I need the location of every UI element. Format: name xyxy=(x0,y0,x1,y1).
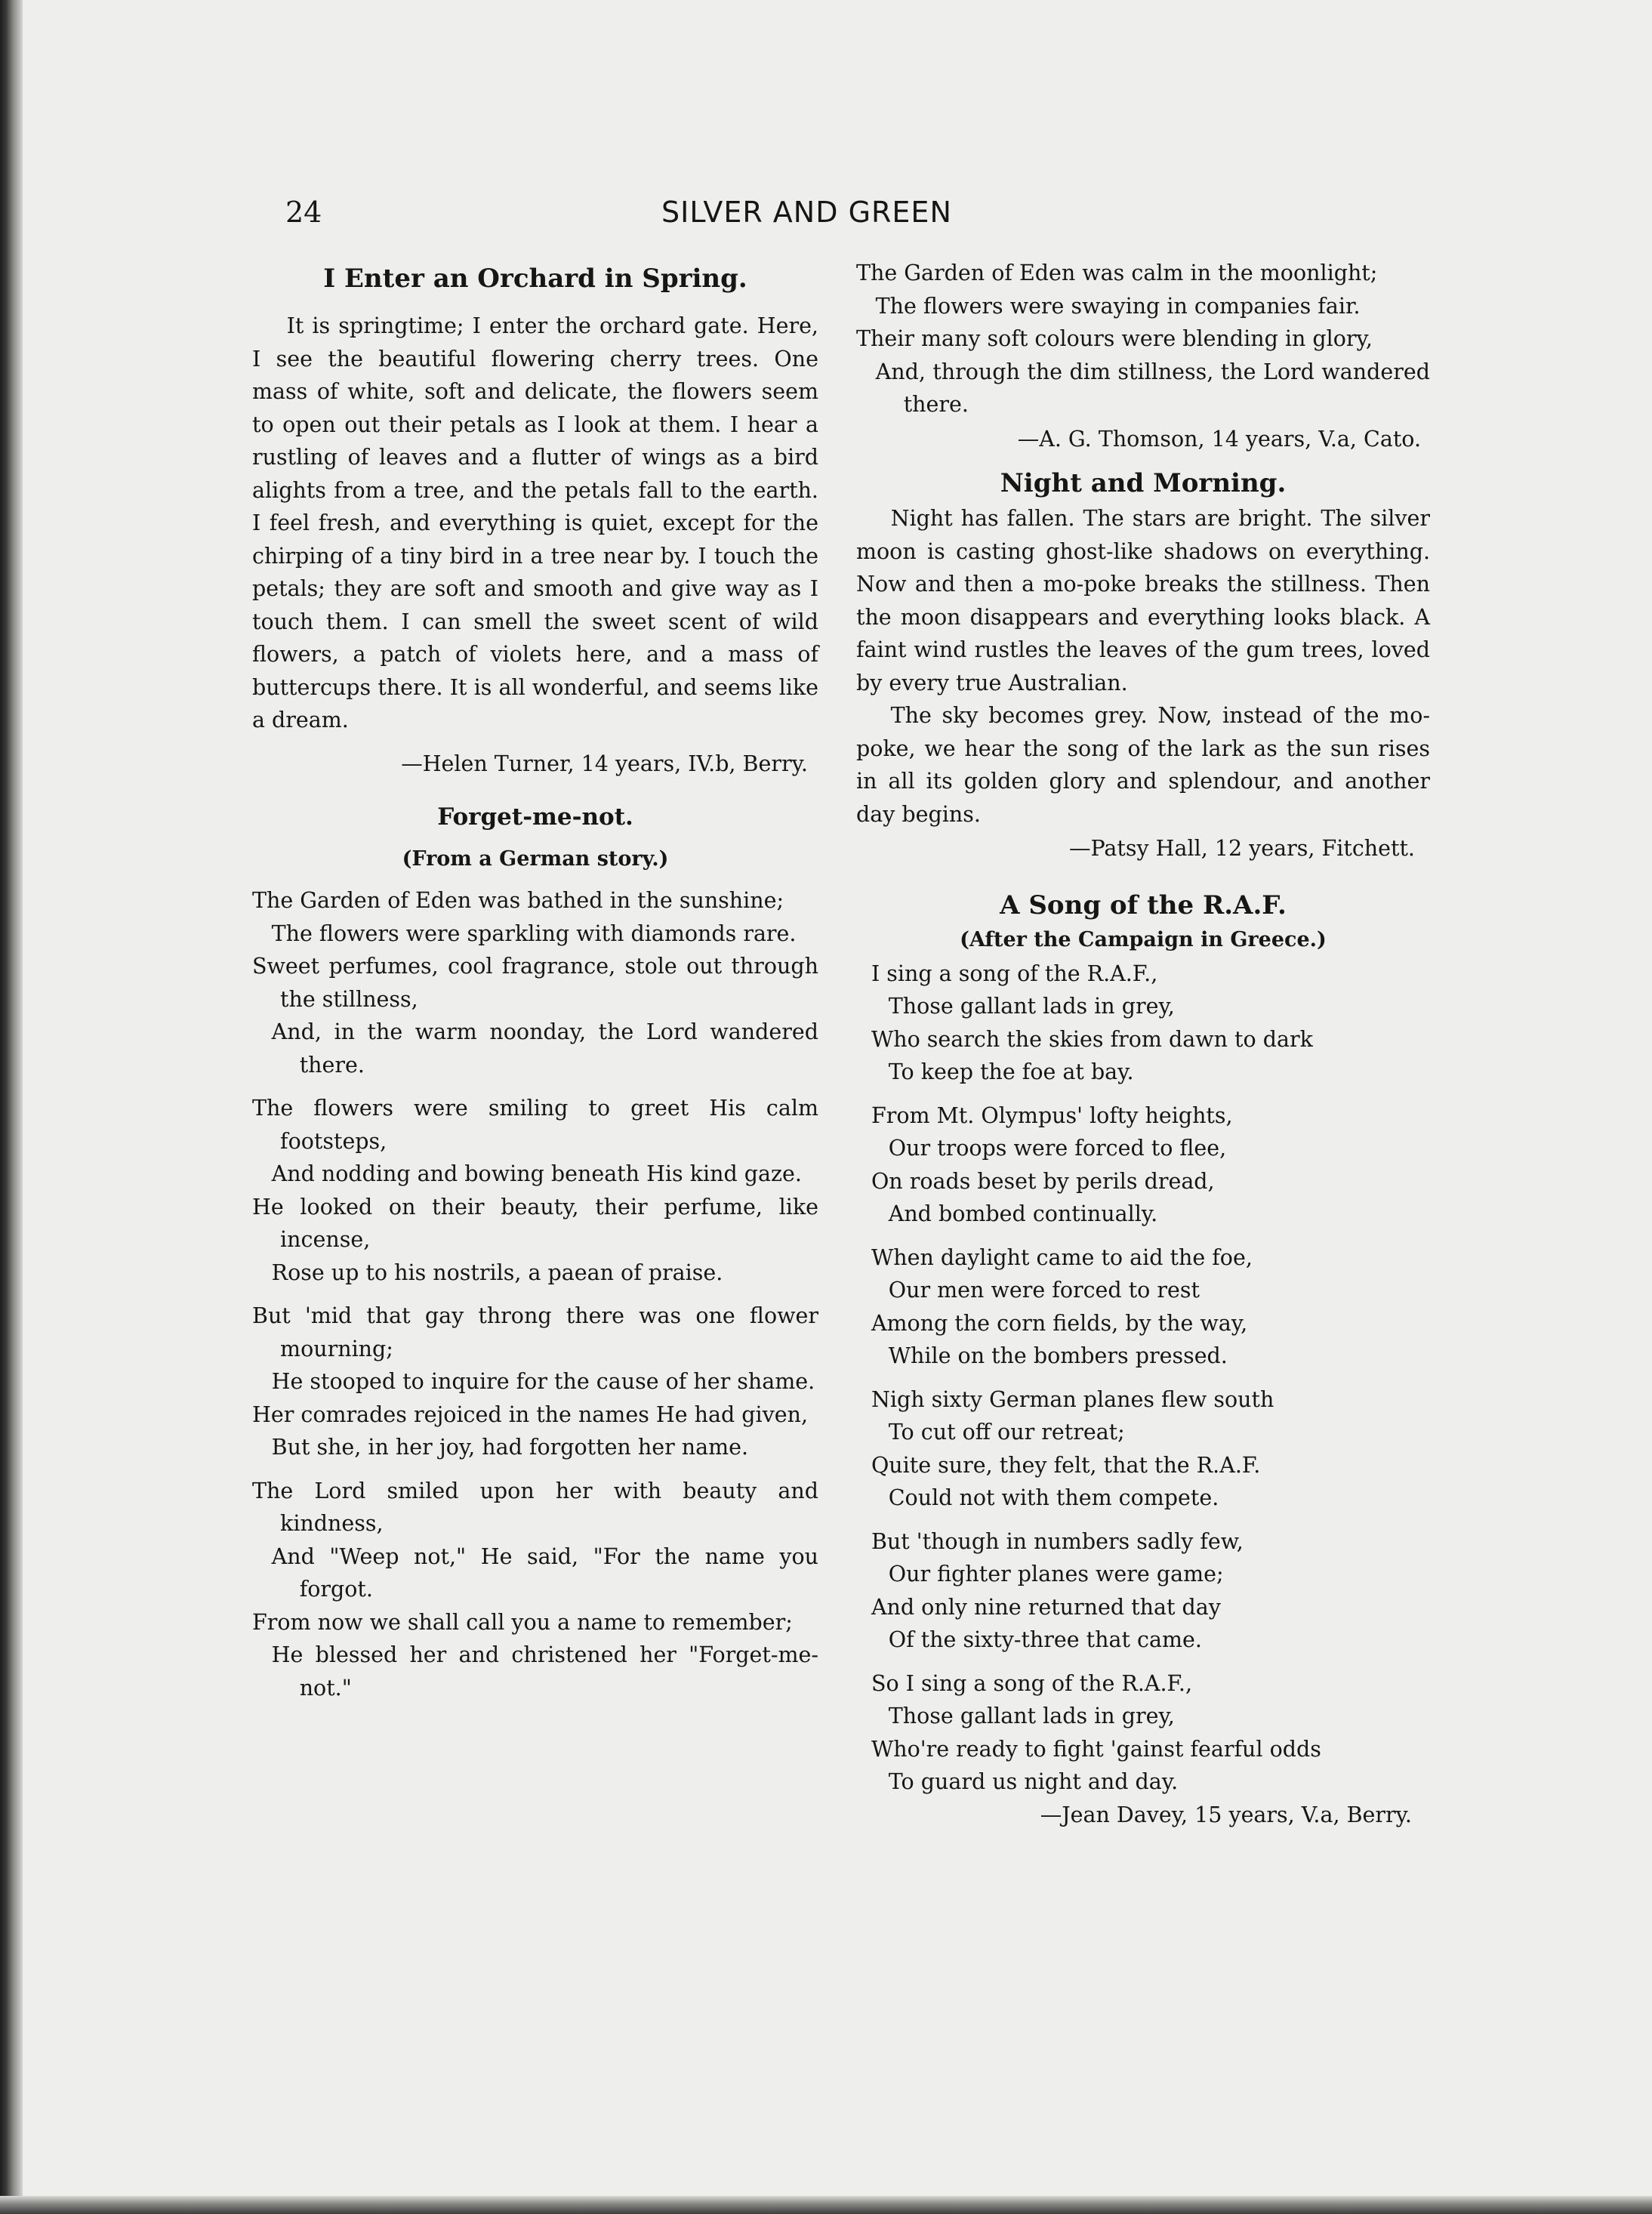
poem-line: Our fighter planes were game; xyxy=(888,1562,1224,1586)
left-column xyxy=(252,257,818,1704)
night-title: Night and Morning. xyxy=(1000,468,1287,498)
poem-line: He looked on their beauty, their perfume, like incense, xyxy=(252,1194,818,1252)
poem-line: Our troops were forced to flee, xyxy=(888,1136,1227,1161)
raf-stanza xyxy=(856,1525,1430,1657)
raf-poem xyxy=(856,957,1430,1799)
night-paragraph: Night has fallen. The stars are bright. The silver moon is casting ghost-like shadows on everything. Now and then a mo-poke breaks the stillness. Then the moon disappears and everything looks black. A faint wind rustles the leaves of the gum trees, loved by every true Australian. xyxy=(856,506,1430,695)
forget-stanza xyxy=(252,1475,818,1705)
poem-line: The Garden of Eden was calm in the moonlight; xyxy=(856,261,1378,285)
forget-poem xyxy=(252,884,818,1704)
poem-line: The Lord smiled upon her with beauty and kindness, xyxy=(252,1478,818,1536)
poem-line: Those gallant lads in grey, xyxy=(888,1704,1175,1728)
night-paragraph: The sky becomes grey. Now, instead of the mo-poke, we hear the song of the lark as the sun rises in all its golden glory and splendour, and another day begins. xyxy=(856,703,1430,827)
forget-stanza xyxy=(252,1300,818,1464)
orchard-paragraph: It is springtime; I enter the orchard gate. Here, I see the beautiful flowering cherry trees. One mass of white, soft and delicate, the flowers seem to open out their petals as I look at them. I hear a rustling of leaves and a flutter of wings as a bird alights from a tree, and the petals fall to the earth. I feel fresh, and everything is quiet, except for the chirping of a tiny bird in a tree near by. I touch the petals; they are soft and smooth and give way as I touch them. I can smell the sweet scent of wild flowers, a patch of violets here, and a mass of buttercups there. It is all wonderful, and seems like a dream. xyxy=(252,313,818,732)
poem-line: Those gallant lads in grey, xyxy=(888,994,1175,1019)
poem-line: To keep the foe at bay. xyxy=(888,1059,1134,1084)
poem-line: Our men were forced to rest xyxy=(888,1278,1200,1303)
poem-line: Could not with them compete. xyxy=(888,1485,1219,1510)
poem-line: He blessed her and christened her "Forget-me-not." xyxy=(271,1642,818,1701)
poem-line: On roads beset by perils dread, xyxy=(871,1168,1215,1194)
forget-stanza xyxy=(252,884,818,1081)
orchard-body xyxy=(252,310,818,737)
poem-line: But 'though in numbers sadly few, xyxy=(871,1528,1244,1554)
right-column xyxy=(856,257,1430,1831)
poem-line: Nigh sixty German planes flew south xyxy=(871,1386,1274,1412)
forget-title: Forget-me-not. xyxy=(437,803,633,831)
night-body xyxy=(856,502,1430,831)
raf-stanza xyxy=(856,1383,1430,1515)
forget-poem-continued xyxy=(856,257,1430,421)
poem-line: But she, in her joy, had forgotten her name. xyxy=(271,1435,749,1460)
night-byline: —Patsy Hall, 12 years, Fitchett. xyxy=(1069,836,1415,861)
poem-line: And, in the warm noonday, the Lord wandered there. xyxy=(271,1019,818,1078)
poem-line: And, through the dim stillness, the Lord wandered there. xyxy=(875,359,1430,417)
poem-line: Sweet perfumes, cool fragrance, stole out through the stillness, xyxy=(252,954,818,1012)
poem-line: Quite sure, they felt, that the R.A.F. xyxy=(871,1452,1261,1478)
raf-title: A Song of the R.A.F. xyxy=(1000,890,1287,920)
poem-line: The flowers were smiling to greet His calm footsteps, xyxy=(252,1096,818,1154)
poem-line: I sing a song of the R.A.F., xyxy=(871,961,1158,986)
poem-line: And bombed continually. xyxy=(888,1201,1158,1226)
raf-stanza xyxy=(856,1099,1430,1231)
poem-line: And "Weep not," He said, "For the name you forgot. xyxy=(271,1543,818,1602)
poem-line: So I sing a song of the R.A.F., xyxy=(871,1670,1193,1696)
poem-line: Among the corn fields, by the way, xyxy=(871,1310,1248,1336)
poem-line: To cut off our retreat; xyxy=(888,1420,1125,1445)
poem-line: But 'mid that gay throng there was one flower mourning; xyxy=(252,1303,818,1361)
forget-byline: —A. G. Thomson, 14 years, V.a, Cato. xyxy=(1017,426,1421,452)
running-head: SILVER AND GREEN xyxy=(661,196,952,229)
poem-line: Rose up to his nostrils, a paean of praise. xyxy=(271,1260,723,1285)
poem-line: When daylight came to aid the foe, xyxy=(871,1244,1253,1270)
poem-line: And nodding and bowing beneath His kind gaze. xyxy=(271,1161,802,1186)
poem-line: Her comrades rejoiced in the names He had given, xyxy=(252,1401,809,1427)
orchard-title: I Enter an Orchard in Spring. xyxy=(323,264,747,294)
page-number: 24 xyxy=(285,196,322,229)
poem-line: Who're ready to fight 'gainst fearful odds xyxy=(871,1736,1321,1762)
poem-line: The flowers were sparkling with diamonds rare. xyxy=(271,920,797,946)
poem-line: He stooped to inquire for the cause of her shame. xyxy=(271,1369,815,1394)
raf-stanza xyxy=(856,957,1430,1089)
poem-line: From now we shall call you a name to remember; xyxy=(252,1609,793,1635)
raf-stanza xyxy=(856,1241,1430,1373)
poem-line: The flowers were swaying in companies fair. xyxy=(875,293,1361,319)
poem-line: Of the sixty-three that came. xyxy=(888,1627,1202,1652)
poem-line: And only nine returned that day xyxy=(871,1594,1221,1620)
poem-line: While on the bombers pressed. xyxy=(888,1343,1228,1368)
forget-stanza xyxy=(252,1092,818,1289)
raf-byline: —Jean Davey, 15 years, V.a, Berry. xyxy=(1040,1802,1412,1827)
raf-subtitle: (After the Campaign in Greece.) xyxy=(960,927,1327,951)
poem-line: To guard us night and day. xyxy=(888,1769,1179,1794)
poem-line: Who search the skies from dawn to dark xyxy=(871,1026,1313,1052)
poem-line: From Mt. Olympus' lofty heights, xyxy=(871,1102,1233,1128)
forget-subtitle: (From a German story.) xyxy=(402,847,669,871)
poem-line: The Garden of Eden was bathed in the sunshine; xyxy=(252,888,784,913)
orchard-byline: —Helen Turner, 14 years, IV.b, Berry. xyxy=(401,751,808,776)
poem-line: Their many soft colours were blending in glory, xyxy=(856,326,1373,351)
raf-stanza xyxy=(856,1667,1430,1799)
